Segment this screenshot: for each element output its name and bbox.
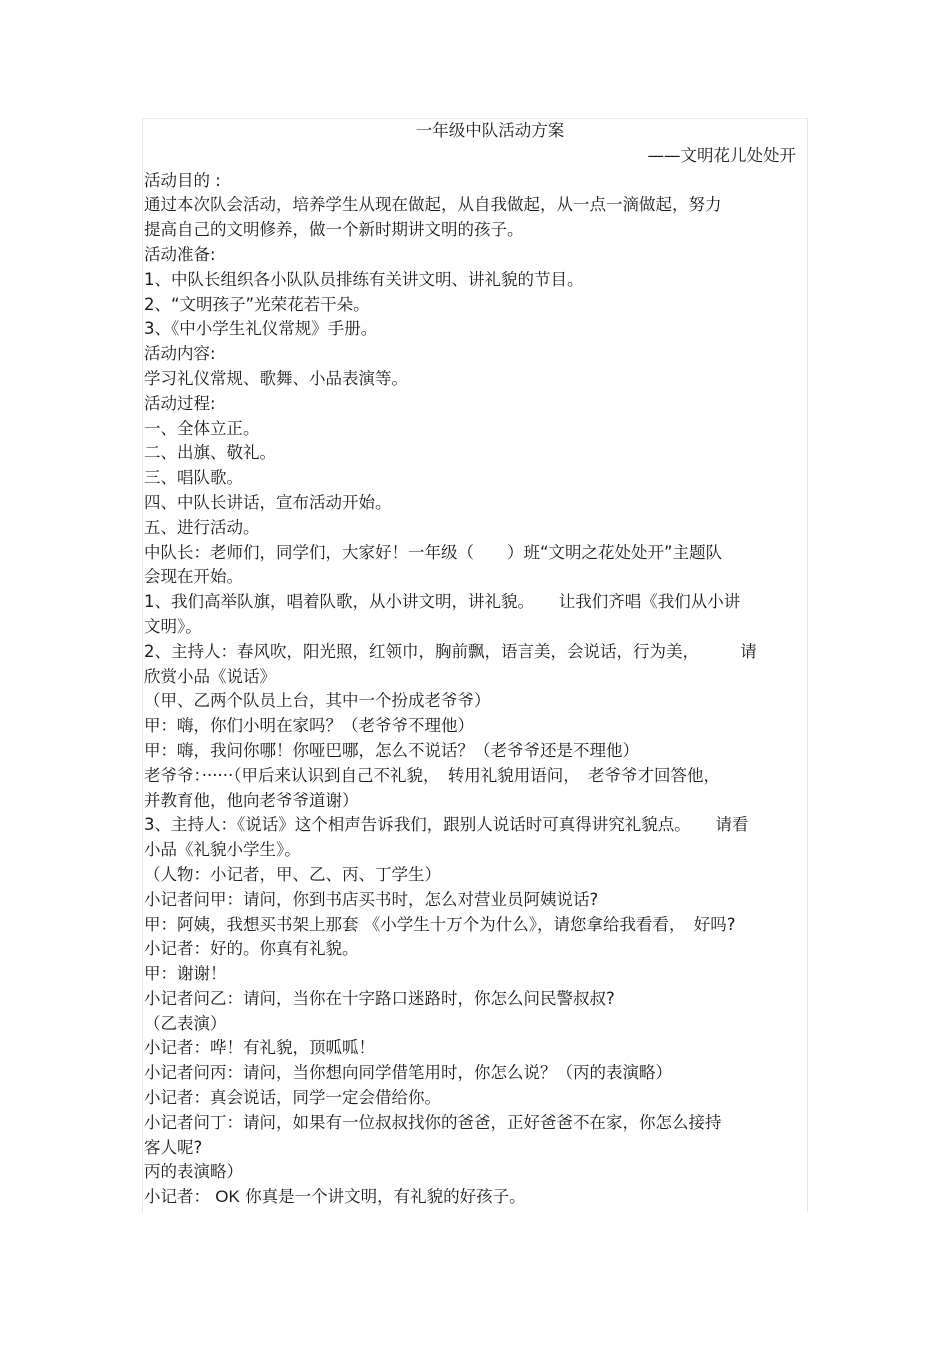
text-line: 四、中队长讲话，宣布活动开始。 [144, 492, 392, 512]
page-subtitle: ——文明花儿处处开 [647, 145, 796, 165]
document-body [144, 119, 806, 1210]
text-line: 甲：嗨，你们小明在家吗？（老爷爷不理他） [144, 716, 474, 736]
text-line: 小记者问丙：请问，当你想向同学借笔用时，你怎么说？（丙的表演略） [144, 1063, 672, 1083]
text-line: 小记者问乙：请问，当你在十字路口迷路时，你怎么问民警叔叔? [144, 988, 615, 1008]
text-line: 小记者：好的。你真有礼貌。 [144, 939, 359, 959]
text-line: 二、出旗、敬礼。 [144, 443, 276, 463]
text-line: 2、“文明孩子”光荣花若干朵。 [144, 294, 370, 314]
text-line: 提高自己的文明修养，做一个新时期讲文明的孩子。 [144, 220, 524, 240]
text-line: 甲：阿姨，我想买书架上那套 《小学生十万个为什么》，请您拿给我看看， 好吗? [144, 914, 736, 934]
text-line: 客人呢? [144, 1137, 203, 1157]
text-line-last [144, 1185, 806, 1210]
text-line: 老爷爷：······（甲后来认识到自己不礼貌， 转用礼貌用语问， 老爷爷才回答他， [144, 765, 720, 785]
text-line: 三、唱队歌。 [144, 468, 243, 488]
text-line: 小品《礼貌小学生》。 [144, 840, 301, 860]
page-title: 一年级中队活动方案 [415, 121, 565, 140]
text-line: 学习礼仪常规、歌舞、小品表演等。 [144, 368, 408, 388]
text-line: 3、主持人：《说话》这个相声告诉我们，跟别人说话时可真得讲究礼貌点。 请看 [144, 815, 749, 835]
text-line: 并教育他，他向老爷爷道谢） [144, 790, 359, 810]
last-line-prefix: 小记者： [144, 1187, 210, 1207]
text-line: 丙的表演略） [144, 1162, 243, 1182]
text-line: 五、进行活动。 [144, 517, 260, 537]
text-line: 文明》。 [144, 616, 202, 636]
text-line: 欣赏小品《说话》 [144, 666, 276, 686]
text-line: 一、全体立正。 [144, 418, 260, 438]
text-line: 活动准备: [144, 244, 216, 264]
last-line-suffix: 你真是一个讲文明，有礼貌的好孩子。 [245, 1187, 526, 1207]
text-line: 小记者：真会说话，同学一定会借给你。 [144, 1088, 441, 1108]
text-line: 活动目的 : [144, 170, 221, 190]
last-line-ok: OK [215, 1187, 240, 1207]
text-line: 小记者问甲：请问，你到书店买书时，怎么对营业员阿姨说话? [144, 889, 599, 909]
text-line: 中队长：老师们，同学们，大家好！一年级（ ）班“文明之花处处开”主题队 [144, 542, 723, 562]
text-line: （乙表演） [144, 1013, 227, 1033]
text-line: 甲：嗨，我问你哪！你哑巴哪，怎么不说话？（老爷爷还是不理他） [144, 740, 639, 760]
text-line: 活动过程: [144, 393, 216, 413]
text-line: 1、中队长组织各小队队员排练有关讲文明、讲礼貌的节目。 [144, 269, 584, 289]
text-line: 活动内容: [144, 344, 216, 364]
text-line: 小记者：哗！有礼貌，顶呱呱！ [144, 1038, 375, 1058]
text-line: 3、《中小学生礼仪常规》手册。 [144, 319, 378, 339]
text-line: （人物：小记者，甲、乙、丙、丁学生） [144, 864, 441, 884]
text-line: 会现在开始。 [144, 567, 243, 587]
text-line: 小记者问丁：请问，如果有一位叔叔找你的爸爸，正好爸爸不在家，你怎么接持 [144, 1112, 722, 1132]
text-line: （甲、乙两个队员上台，其中一个扮成老爷爷） [144, 691, 491, 711]
text-line: 甲：谢谢！ [144, 964, 227, 984]
text-line: 2、主持人：春风吹，阳光照，红领巾，胸前飘，语言美，会说话，行为美， 请 [144, 641, 757, 661]
text-line: 1、我们高举队旗，唱着队歌，从小讲文明，讲礼貌。 让我们齐唱《我们从小讲 [144, 592, 741, 612]
text-line: 通过本次队会活动，培养学生从现在做起，从自我做起，从一点一滴做起，努力 [144, 195, 722, 215]
